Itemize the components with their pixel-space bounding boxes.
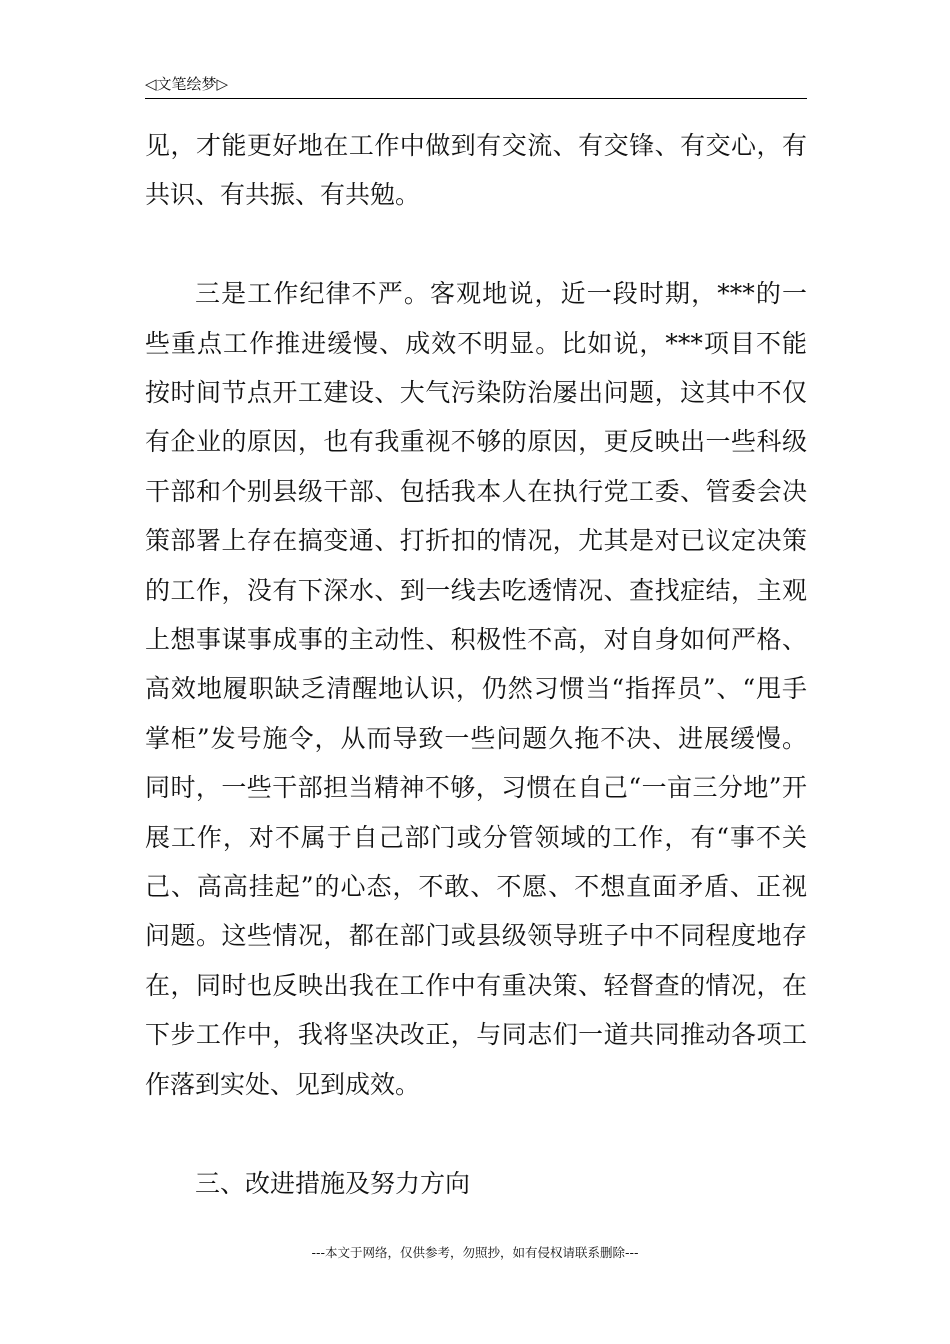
- paragraph-work-discipline: 三是工作纪律不严。客观地说，近一段时期，***的一些重点工作推进缓慢、成效不明显。比如说，***项目不能按时间节点开工建设、大气污染防治屡出问题，这其中不仅有企业的原因，也有我重视不够的原因，更反映出一些科级干部和个别县级干部、包括我本人在执行党工委、管委会决策部署上存在搞变通、打折扣的情况，尤其是对已议定决策的工作，没有下深水、到一线去吃透情况、查找症结，主观上想事谋事成事的主动性、积极性不高，对自身如何严格、高效地履职缺乏清醒地认识，仍然习惯当“指挥员”、“甩手掌柜”发号施令，从而导致一些问题久拖不决、进展缓慢。同时，一些干部担当精神不够，习惯在自己“一亩三分地”开展工作，对不属于自己部门或分管领域的工作，有“事不关己、高高挂起”的心态，不敢、不愿、不想直面矛盾、正视问题。这些情况，都在部门或县级领导班子中不同程度地存在，同时也反映出我在工作中有重决策、轻督查的情况，在下步工作中，我将坚决改正，与同志们一道共同推动各项工作落到实处、见到成效。: [145, 279, 807, 1099]
- header-title: ◁文笔绘梦▷: [145, 75, 229, 93]
- paragraph-gap: [145, 220, 807, 269]
- page-footer-disclaimer: ---本文于网络，仅供参考，勿照抄，如有侵权请联系删除---: [311, 1245, 639, 1260]
- page-header: [145, 74, 807, 99]
- document-body: [145, 121, 807, 1208]
- section-heading: 三、改进措施及努力方向: [195, 1168, 471, 1198]
- paragraph-gap: [145, 1109, 807, 1158]
- paragraph-continuation: 见，才能更好地在工作中做到有交流、有交锋、有交心，有共识、有共振、有共勉。: [145, 131, 807, 210]
